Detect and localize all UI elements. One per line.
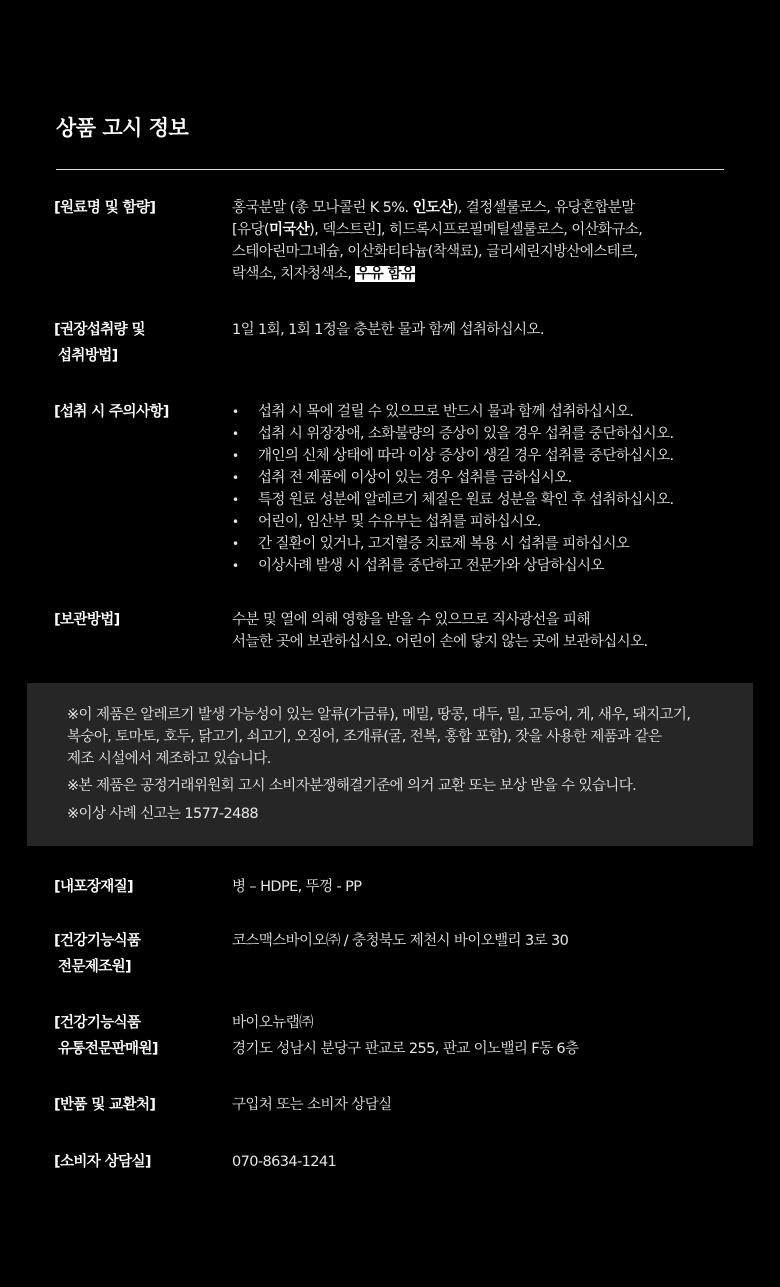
- manufacturer-label: [54, 930, 226, 978]
- notice-box: [27, 683, 753, 846]
- caution-item: • 어린이, 임산부 및 수유부는 섭취를 피하십시오.: [232, 511, 732, 533]
- allergy-notice-line-1: ※이 제품은 알레르기 발생 가능성이 있는 알류(가금류), 메밀, 땅콩, 대두, 밀, 고등어, 게, 새우, 돼지고기,: [67, 707, 691, 723]
- caution-item: • 특정 원료 성분에 알레르기 체질은 원료 성분을 확인 후 섭취하십시오.: [232, 489, 732, 511]
- consumer-label: [소비자 상담실]: [54, 1154, 151, 1170]
- page-title: 상품 고시 정보: [56, 116, 189, 140]
- ingredients-value: [232, 197, 732, 285]
- distributor-value: [232, 1012, 732, 1060]
- milk-allergen-highlight: 우유 함유: [356, 266, 415, 282]
- storage-line-2: 서늘한 곳에 보관하십시오. 어린이 손에 닿지 않는 곳에 보관하십시오.: [232, 634, 648, 650]
- manufacturer-value: 코스맥스바이오㈜ / 충청북도 제천시 바이오밸리 3로 30: [232, 933, 569, 949]
- origin-india: 인도산: [412, 200, 453, 216]
- ingredients-line-3: 스테아린마그네슘, 이산화티타늄(착색료), 글리세린지방산에스테르,: [232, 244, 638, 260]
- caution-item: • 이상사례 발생 시 섭취를 중단하고 전문가와 상담하십시오: [232, 555, 732, 577]
- allergy-notice: [67, 704, 737, 770]
- distributor-address: 경기도 성남시 분당구 판교로 255, 판교 이노밸리 F동 6층: [232, 1041, 579, 1057]
- packaging-value: 병 – HDPE, 뚜껑 - PP: [232, 879, 362, 895]
- manufacturer-label-line-1: [건강기능식품: [54, 933, 141, 949]
- ingredients-text: ), 덱스트린], 히드록시프로필메틸셀룰로스, 이산화규소,: [309, 222, 643, 238]
- intake-label: [54, 319, 226, 367]
- allergy-notice-line-2: 복숭아, 토마토, 호두, 닭고기, 쇠고기, 오징어, 조개류(굴, 전복, 홍합 포함), 잣을 사용한 제품과 같은: [67, 729, 662, 745]
- caution-item: • 섭취 전 제품에 이상이 있는 경우 섭취를 금하십시오.: [232, 467, 732, 489]
- distributor-label-line-2: 유통전문판매원]: [58, 1041, 158, 1057]
- ingredients-text: 락색소, 치자청색소,: [232, 266, 356, 282]
- ingredients-text: ), 결정셀룰로스, 유당혼합분말: [452, 200, 635, 216]
- intake-label-line-2: 섭취방법]: [58, 348, 118, 364]
- ingredients-line-4: [232, 263, 732, 285]
- report-notice: ※이상 사례 신고는 1577-2488: [67, 806, 259, 822]
- origin-usa: 미국산: [268, 222, 310, 238]
- storage-line-1: 수분 및 열에 의해 영향을 받을 수 있으므로 직사광선을 피해: [232, 612, 590, 628]
- title-divider: [56, 169, 724, 170]
- ingredients-line-1: [232, 197, 732, 219]
- storage-label: [보관방법]: [54, 612, 120, 628]
- storage-value: [232, 609, 732, 653]
- intake-label-line-1: [권장섭취량 및: [54, 322, 145, 338]
- caution-item: • 섭취 시 위장장애, 소화불량의 증상이 있을 경우 섭취를 중단하십시오.: [232, 423, 732, 445]
- intake-value: 1일 1회, 1회 1정을 충분한 물과 함께 섭취하십시오.: [232, 322, 544, 338]
- returns-value: 구입처 또는 소비자 상담실: [232, 1097, 392, 1113]
- caution-item: • 섭취 시 목에 걸릴 수 있으므로 반드시 물과 함께 섭취하십시오.: [232, 401, 732, 423]
- ingredients-line-2: [232, 219, 732, 241]
- ingredients-label: [원료명 및 함량]: [54, 200, 156, 216]
- caution-item: • 개인의 신체 상태에 따라 이상 증상이 생길 경우 섭취를 중단하십시오.: [232, 445, 732, 467]
- caution-list: [232, 401, 732, 577]
- consumer-phone: 070-8634-1241: [232, 1154, 337, 1170]
- ingredients-text: 홍국분말 (총 모나콜린 K 5%.: [232, 200, 413, 216]
- ingredients-text: [유당(: [232, 222, 269, 238]
- returns-label: [반품 및 교환처]: [54, 1097, 156, 1113]
- distributor-name: 바이오뉴랩㈜: [232, 1015, 313, 1031]
- distributor-label: [54, 1012, 226, 1060]
- caution-item: • 간 질환이 있거나, 고지혈증 치료제 복용 시 섭취를 피하십시오: [232, 533, 732, 555]
- packaging-label: [내포장재질]: [54, 879, 134, 895]
- caution-label: [섭취 시 주의사항]: [54, 404, 169, 420]
- distributor-label-line-1: [건강기능식품: [54, 1015, 141, 1031]
- allergy-notice-line-3: 제조 시설에서 제조하고 있습니다.: [67, 751, 271, 767]
- compensation-notice: ※본 제품은 공정거래위원회 고시 소비자분쟁해결기준에 의거 교환 또는 보상 받을 수 있습니다.: [67, 778, 637, 794]
- manufacturer-label-line-2: 전문제조원]: [58, 959, 132, 975]
